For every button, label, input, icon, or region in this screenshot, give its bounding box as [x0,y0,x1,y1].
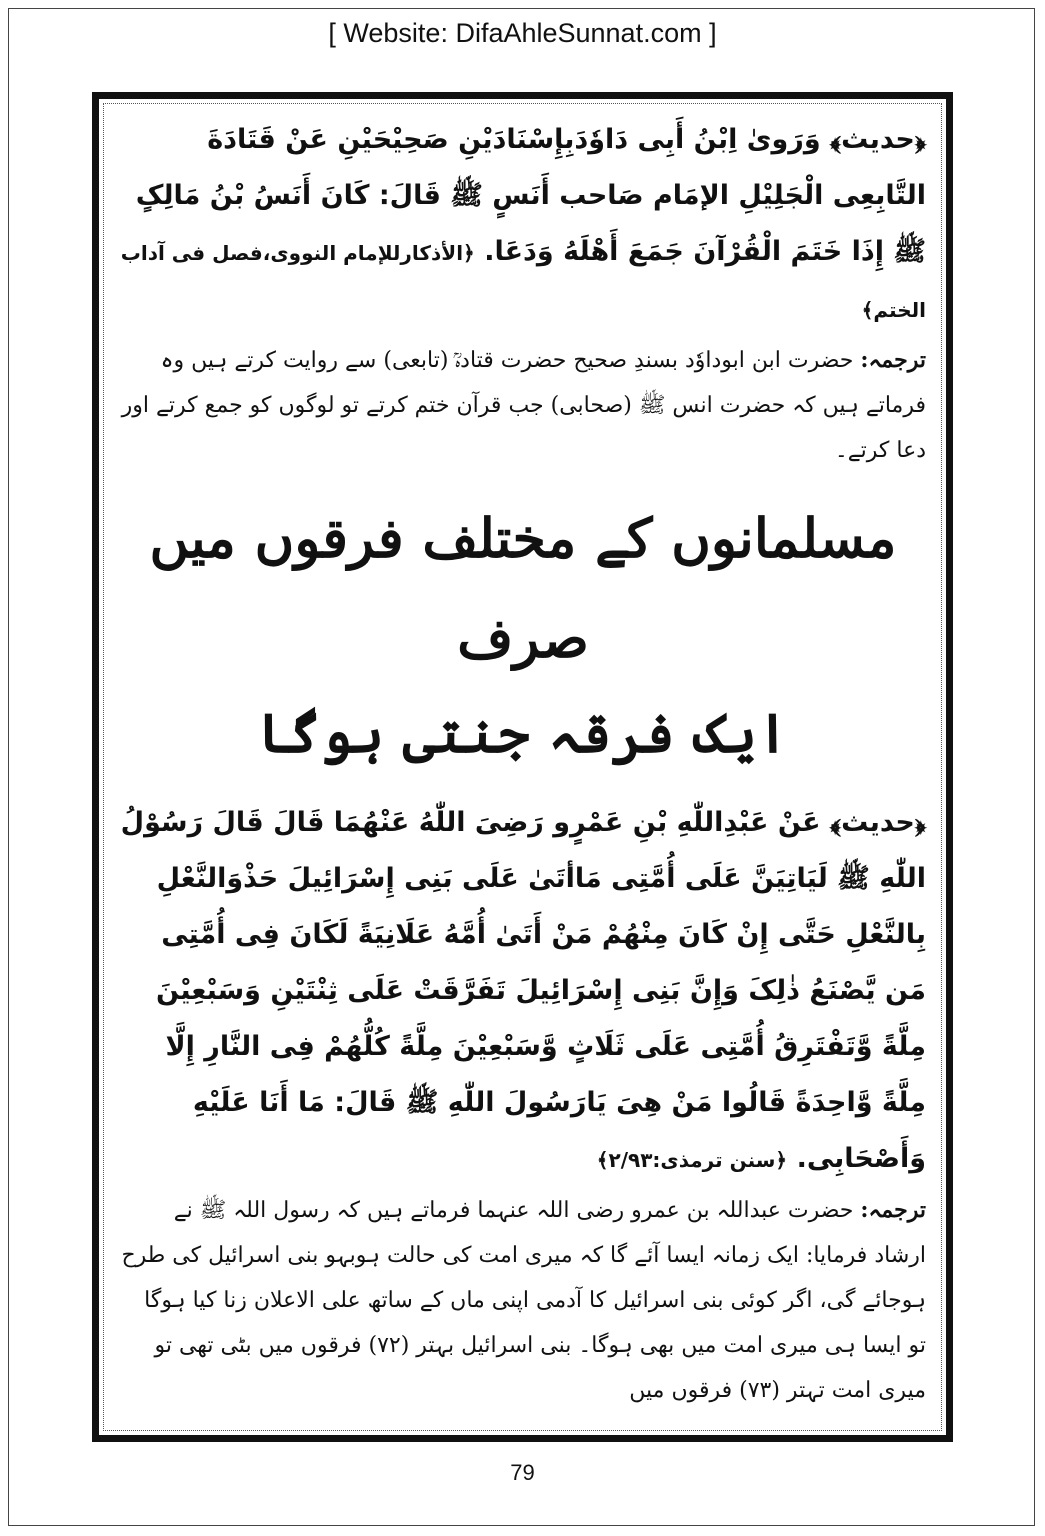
page-content [120,112,926,1413]
translation-2-text: حضرت عبداللہ بن عمرو رضی اللہ عنہما فرماتے ہیں کہ رسول اللہ ﷺ نے ارشاد فرمایا: ایک زمانہ ایسا آئے گا کہ میری امت کی حالت ہوبہو بنی اسرائیل کی طرح ہوجائے گی، اگر کوئی بنی اسرائیل کا آدمی اپنی ماں کے ساتھ علی الاعلان زنا کیا ہوگا تو ایسا ہی میری امت میں بھی ہوگا۔ بنی اسرائیل بہتر (۷۲) فرقوں میں بٹی تھی تو میری امت تہتر (۷۳) فرقوں میں [121,1198,926,1403]
website-header: [ Website: DifaAhleSunnat.com ] [328,18,717,48]
page-number: 79 [510,1460,535,1485]
hadith-1-text: وَرَوىٰ اِبْنُ أَبِی دَاوٗدَبِإِسْنَادَیْنِ صَحِیْحَیْنِ عَنْ قَتَادَةَ التَّابِعِی الْجَلِیْلِ الإمَام صَاحب أَنَسٍ ﷺ قَالَ: کَانَ أَنَسُ بْنُ مَالِکٍ ﷺ إِذَا خَتَمَ الْقُرْآنَ جَمَعَ أَهْلَهُ وَدَعَا. [135,124,926,267]
heading-line-1: مسلمانوں کے مختلف فرقوں میں [149,506,897,570]
heading-line-2: صرف [457,606,589,670]
hadith-1-reference: ﴿الأذکارللإمام النووی،فصل فی آداب الختم﴾ [120,241,926,322]
translation-1 [120,338,926,473]
hadith-2-text: عَنْ عَبْدِاللّٰهِ بْنِ عَمْرٍو رَضِیَ اللّٰهُ عَنْهُمَا قَالَ قَالَ رَسُوْلُ اللّٰهِ ﷺ لَیَاتِیَنَّ عَلَی أُمَّتِی مَاأتَیٰ عَلَی بَنِی إِسْرَائِیلَ حَذْوَالنَّعْلِ بِالنَّعْلِ حَتَّی إِنْ کَانَ مِنْهُمْ مَنْ أَتَیٰ أُمَّهُ عَلَانِیَةً لَکَانَ فِی أُمَّتِی مَن یَّصْنَعُ ذٰلِکَ وَإِنَّ بَنِی إِسْرَائِیلَ تَفَرَّقَتْ عَلَی ثِنْتَیْنِ وَسَبْعِیْنَ مِلَّةً وَّتَفْتَرِقُ أُمَّتِی عَلَی ثَلَاثٍ وَّسَبْعِیْنَ مِلَّةً کُلُّهُمْ فِی النَّارِ إِلَّا مِلَّةً وَّاحِدَةً قَالُوا مَنْ هِیَ یَارَسُولَ اللّٰهِ ﷺ قَالَ: مَا أَنَا عَلَیْهِ وَأَصْحَابِی. [120,807,926,1174]
translation-2-label: ترجمہ: [860,1197,926,1223]
translation-2 [120,1188,926,1413]
translation-1-label: ترجمہ: [860,347,926,373]
heading-line-3: ایک فرقہ جنتی ہوگا [257,701,789,765]
hadith-2-reference: ﴿سنن ترمذی:۲/۹۳﴾ [596,1148,788,1172]
hadith-1-label: ﴿حدیث﴾ [830,124,926,155]
hadith-1 [120,112,926,338]
hadith-2 [120,795,926,1188]
translation-1-text: حضرت ابن ابوداوٗد بسندِ صحیح حضرت قتادہؒ (تابعی) سے روایت کرتے ہیں وہ فرماتے ہیں کہ حضرت انس ﷺ (صحابی) جب قرآن ختم کرتے تو لوگوں کو جمع کرتے اور دعا کرتے۔ [121,348,926,463]
hadith-2-label: ﴿حدیث﴾ [830,807,926,838]
